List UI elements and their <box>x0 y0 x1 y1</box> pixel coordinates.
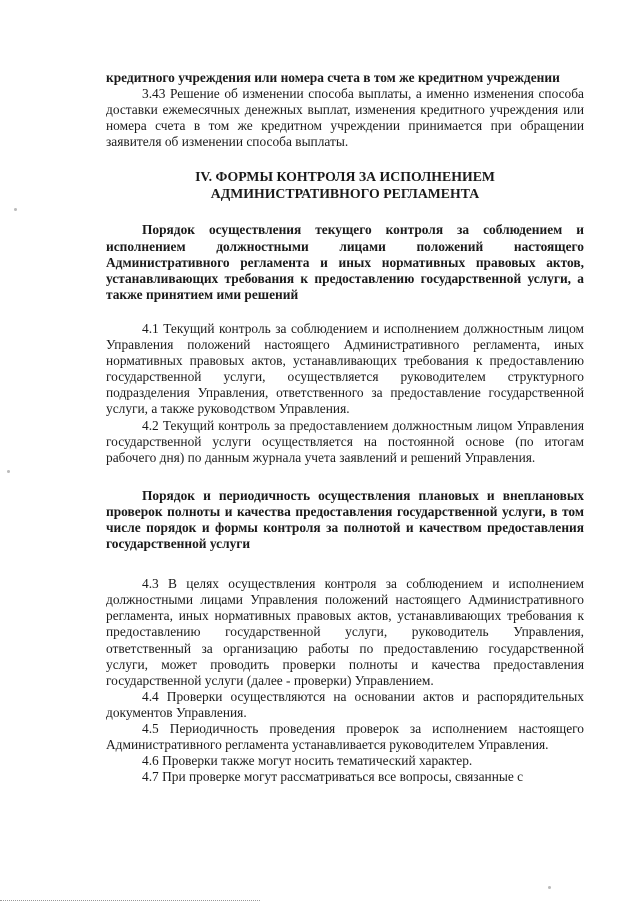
paragraph-4-5: 4.5 Периодичность проведения проверок за исполнением настоящего Административного регламента устанавливается руководителем Управления. <box>106 721 584 753</box>
paragraph-3-43: 3.43 Решение об изменении способа выплаты, а именно изменения способа доставки ежемесячных денежных выплат, изменения кредитного учреждения или номера счета в том же кредитном учреждении принимается при обращении заявителя об изменении способа выплаты. <box>106 86 584 150</box>
section-title-line-2: АДМИНИСТРАТИВНОГО РЕГЛАМЕНТА <box>210 186 480 202</box>
scan-speck <box>7 470 10 473</box>
scan-edge-line <box>0 900 260 901</box>
paragraph-4-1: 4.1 Текущий контроль за соблюдением и исполнением должностным лицом Управления положений настоящего Административного регламента, иных нормативных правовых актов, устанавливающих требования к предоставлению государственной услуги, осуществляется руководителем структурного подразделения Управления, ответственного за предоставление государственной услуги, а также руководством Управления. <box>106 320 584 417</box>
paragraph-4-4: 4.4 Проверки осуществляются на основании актов и распорядительных документов Управления. <box>106 688 584 720</box>
subheading-inspections: Порядок и периодичность осуществления плановых и внеплановых проверок полноты и качества предоставления государственной услуги, в том числе порядок и формы контроля за полнотой и качеством предоставления государственной услуги <box>106 487 584 552</box>
paragraph-intro: кредитного учреждения или номера счета в том же кредитном учреждении <box>106 70 560 85</box>
scan-speck <box>14 208 17 211</box>
paragraph-4-3: 4.3 В целях осуществления контроля за соблюдением и исполнением должностными лицами Управления положений настоящего Административного регламента, иных нормативных правовых актов, устанавливающих требования к предоставлению государственной услуги, руководитель Управления, ответственный за организацию работы по предоставлению государственной услуги, может проводить проверки полноты и качества предоставления государственной услуги (далее - проверки) Управлением. <box>106 576 584 688</box>
section-title <box>106 168 584 202</box>
scan-speck <box>548 886 551 889</box>
paragraph-4-7: 4.7 При проверке могут рассматриваться все вопросы, связанные с <box>142 769 524 785</box>
paragraph-4-6: 4.6 Проверки также могут носить тематический характер. <box>142 753 473 769</box>
section-title-line-1: IV. ФОРМЫ КОНТРОЛЯ ЗА ИСПОЛНЕНИЕМ <box>195 169 495 185</box>
paragraph-4-2: 4.2 Текущий контроль за предоставлением должностным лицом Управления государственной услуги осуществляется на постоянной основе (по итогам рабочего дня) по данным журнала учета заявлений и решений Управления. <box>106 417 584 465</box>
subheading-current-control: Порядок осуществления текущего контроля за соблюдением и исполнением должностными лицами положений настоящего Административного регламента и иных нормативных правовых актов, устанавливающих требования к предоставлению государственной услуги, а также принятием ими решений <box>106 222 584 302</box>
document-page <box>106 70 584 785</box>
